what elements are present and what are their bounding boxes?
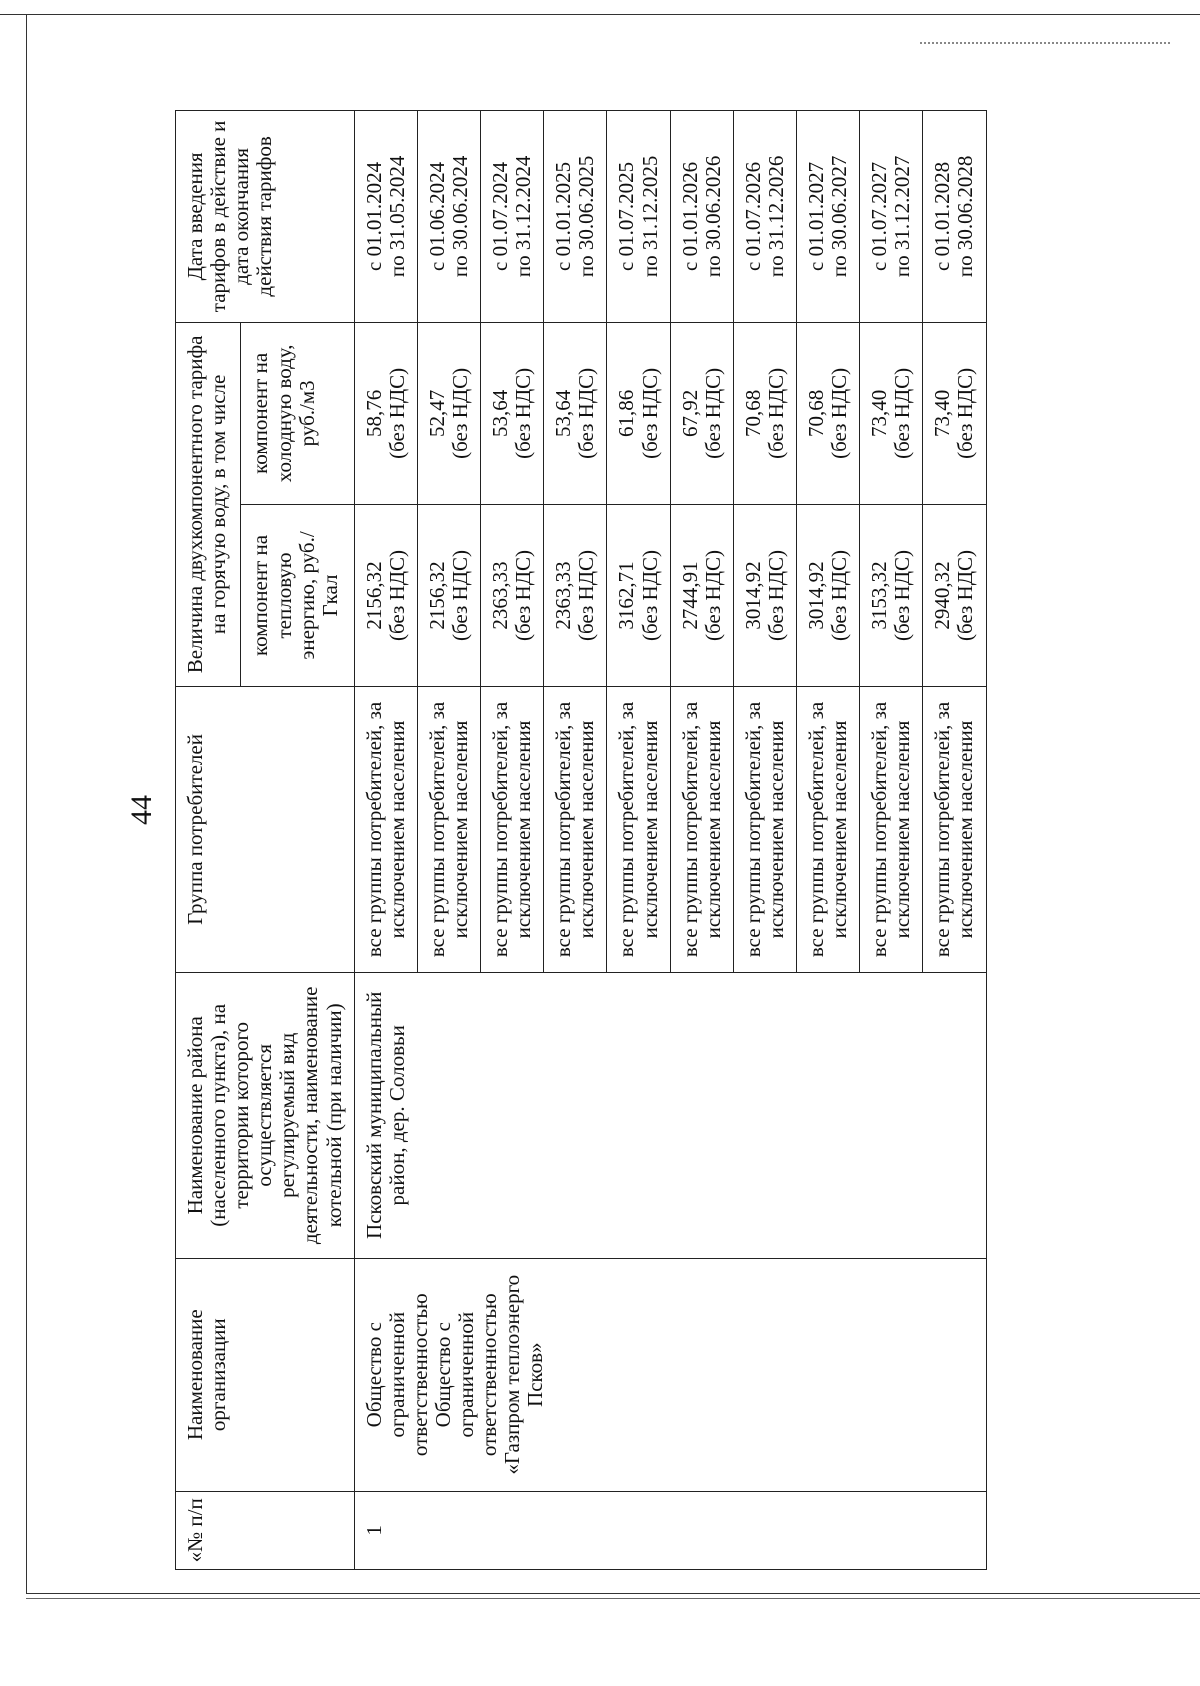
date-from: с 01.07.2024	[488, 161, 513, 271]
org-name: Общество с ограниченной ответственностью Общество с ограниченной ответственностью «Газпром теплоэнерго Псков»	[354, 1258, 986, 1491]
water-cell	[481, 322, 544, 504]
table-body	[354, 111, 986, 1570]
rotated-page	[45, 60, 1125, 1620]
table-row	[354, 111, 417, 1570]
water-cell	[923, 322, 986, 504]
date-to: по 30.06.2024	[447, 155, 472, 278]
water-note: (без НДС)	[953, 367, 978, 459]
district-name: Псковский муниципальный район, дер. Соловьи	[354, 972, 986, 1258]
water-value: 67,92	[677, 389, 702, 437]
water-value: 53,64	[488, 389, 513, 437]
heat-note: (без НДС)	[700, 549, 725, 641]
heat-cell	[923, 504, 986, 686]
water-cell	[607, 322, 670, 504]
header-heat: компонент на тепловую энергию, руб./Гкал	[241, 504, 354, 686]
water-cell	[860, 322, 923, 504]
group-cell: все группы потребителей, за исключением населения	[481, 687, 544, 973]
heat-cell	[544, 504, 607, 686]
heat-cell	[796, 504, 859, 686]
date-cell	[923, 111, 986, 323]
water-value: 53,64	[551, 389, 576, 437]
date-to: по 31.12.2027	[890, 155, 915, 278]
heat-cell	[860, 504, 923, 686]
group-cell: все группы потребителей, за исключением населения	[354, 687, 417, 973]
water-note: (без НДС)	[574, 367, 599, 459]
group-cell: все группы потребителей, за исключением населения	[607, 687, 670, 973]
heat-note: (без НДС)	[953, 549, 978, 641]
water-value: 58,76	[361, 389, 386, 437]
date-cell	[544, 111, 607, 323]
water-value: 52,47	[424, 389, 449, 437]
heat-value: 3153,32	[867, 561, 892, 630]
date-from: с 01.01.2027	[803, 161, 828, 271]
heat-note: (без НДС)	[384, 549, 409, 641]
water-note: (без НДС)	[447, 367, 472, 459]
date-to: по 31.12.2026	[763, 155, 788, 278]
date-from: с 01.06.2024	[424, 161, 449, 271]
water-cell	[544, 322, 607, 504]
group-cell: все группы потребителей, за исключением населения	[544, 687, 607, 973]
date-from: с 01.01.2026	[677, 161, 702, 271]
water-note: (без НДС)	[827, 367, 852, 459]
scan-frame-left	[26, 14, 27, 1594]
date-cell	[354, 111, 417, 323]
water-value: 70,68	[803, 389, 828, 437]
heat-cell	[670, 504, 733, 686]
heat-note: (без НДС)	[890, 549, 915, 641]
heat-value: 3014,92	[740, 561, 765, 630]
date-from: с 01.07.2026	[740, 161, 765, 271]
group-cell: все группы потребителей, за исключением населения	[670, 687, 733, 973]
date-to: по 30.06.2026	[700, 155, 725, 278]
water-value: 61,86	[614, 389, 639, 437]
header-group: Группа потребителей	[176, 687, 355, 973]
date-cell	[796, 111, 859, 323]
water-note: (без НДС)	[384, 367, 409, 459]
date-cell	[607, 111, 670, 323]
date-to: по 31.05.2024	[384, 155, 409, 278]
water-note: (без НДС)	[511, 367, 536, 459]
date-cell	[733, 111, 796, 323]
row-num: 1	[354, 1491, 986, 1569]
water-cell	[796, 322, 859, 504]
water-cell	[733, 322, 796, 504]
water-note: (без НДС)	[890, 367, 915, 459]
water-value: 73,40	[867, 389, 892, 437]
heat-value: 2156,32	[361, 561, 386, 630]
date-cell	[670, 111, 733, 323]
header-water: компонент на холодную воду, руб./м3	[241, 322, 354, 504]
heat-cell	[607, 504, 670, 686]
heat-note: (без НДС)	[447, 549, 472, 641]
date-to: по 30.06.2027	[827, 155, 852, 278]
header-dates: Дата введения тарифов в действие и дата окончания действия тарифов	[176, 111, 355, 323]
date-from: с 01.01.2024	[361, 161, 386, 271]
date-from: с 01.01.2025	[551, 161, 576, 271]
water-note: (без НДС)	[700, 367, 725, 459]
page-number: 44	[125, 795, 158, 825]
heat-cell	[481, 504, 544, 686]
water-value: 70,68	[740, 389, 765, 437]
date-cell	[417, 111, 480, 323]
scan-artifact	[920, 42, 1170, 44]
header-num: «№ п/п	[176, 1491, 355, 1569]
group-cell: все группы потребителей, за исключением населения	[923, 687, 986, 973]
date-cell	[860, 111, 923, 323]
date-from: с 01.01.2028	[930, 161, 955, 271]
water-note: (без НДС)	[763, 367, 788, 459]
heat-note: (без НДС)	[511, 549, 536, 641]
date-from: с 01.07.2027	[867, 161, 892, 271]
water-cell	[670, 322, 733, 504]
heat-value: 2363,33	[551, 561, 576, 630]
date-to: по 30.06.2025	[574, 155, 599, 278]
heat-value: 2156,32	[424, 561, 449, 630]
water-value: 73,40	[930, 389, 955, 437]
date-from: с 01.07.2025	[614, 161, 639, 271]
heat-value: 2744,91	[677, 561, 702, 630]
heat-value: 3014,92	[803, 561, 828, 630]
heat-note: (без НДС)	[827, 549, 852, 641]
heat-value: 3162,71	[614, 561, 639, 630]
scan-frame-top	[0, 14, 1200, 15]
heat-cell	[733, 504, 796, 686]
header-row-1	[176, 111, 241, 1570]
group-cell: все группы потребителей, за исключением населения	[796, 687, 859, 973]
header-org: Наименование организации	[176, 1258, 355, 1491]
heat-cell	[354, 504, 417, 686]
group-cell: все группы потребителей, за исключением населения	[733, 687, 796, 973]
water-cell	[417, 322, 480, 504]
group-cell: все группы потребителей, за исключением населения	[860, 687, 923, 973]
date-to: по 31.12.2024	[511, 155, 536, 278]
date-to: по 30.06.2028	[953, 155, 978, 278]
heat-note: (без НДС)	[637, 549, 662, 641]
heat-note: (без НДС)	[763, 549, 788, 641]
date-to: по 31.12.2025	[637, 155, 662, 278]
tariff-table	[175, 110, 987, 1570]
group-cell: все группы потребителей, за исключением населения	[417, 687, 480, 973]
header-district: Наименование района (населенного пункта), на территории которого осуществляется регулируемый вид деятельности, наименование котельной (при наличии)	[176, 972, 355, 1258]
date-cell	[481, 111, 544, 323]
heat-value: 2940,32	[930, 561, 955, 630]
header-tariff: Величина двухкомпонентного тарифа на горячую воду, в том числе	[176, 322, 241, 686]
heat-note: (без НДС)	[574, 549, 599, 641]
heat-cell	[417, 504, 480, 686]
water-cell	[354, 322, 417, 504]
heat-value: 2363,33	[488, 561, 513, 630]
water-note: (без НДС)	[637, 367, 662, 459]
